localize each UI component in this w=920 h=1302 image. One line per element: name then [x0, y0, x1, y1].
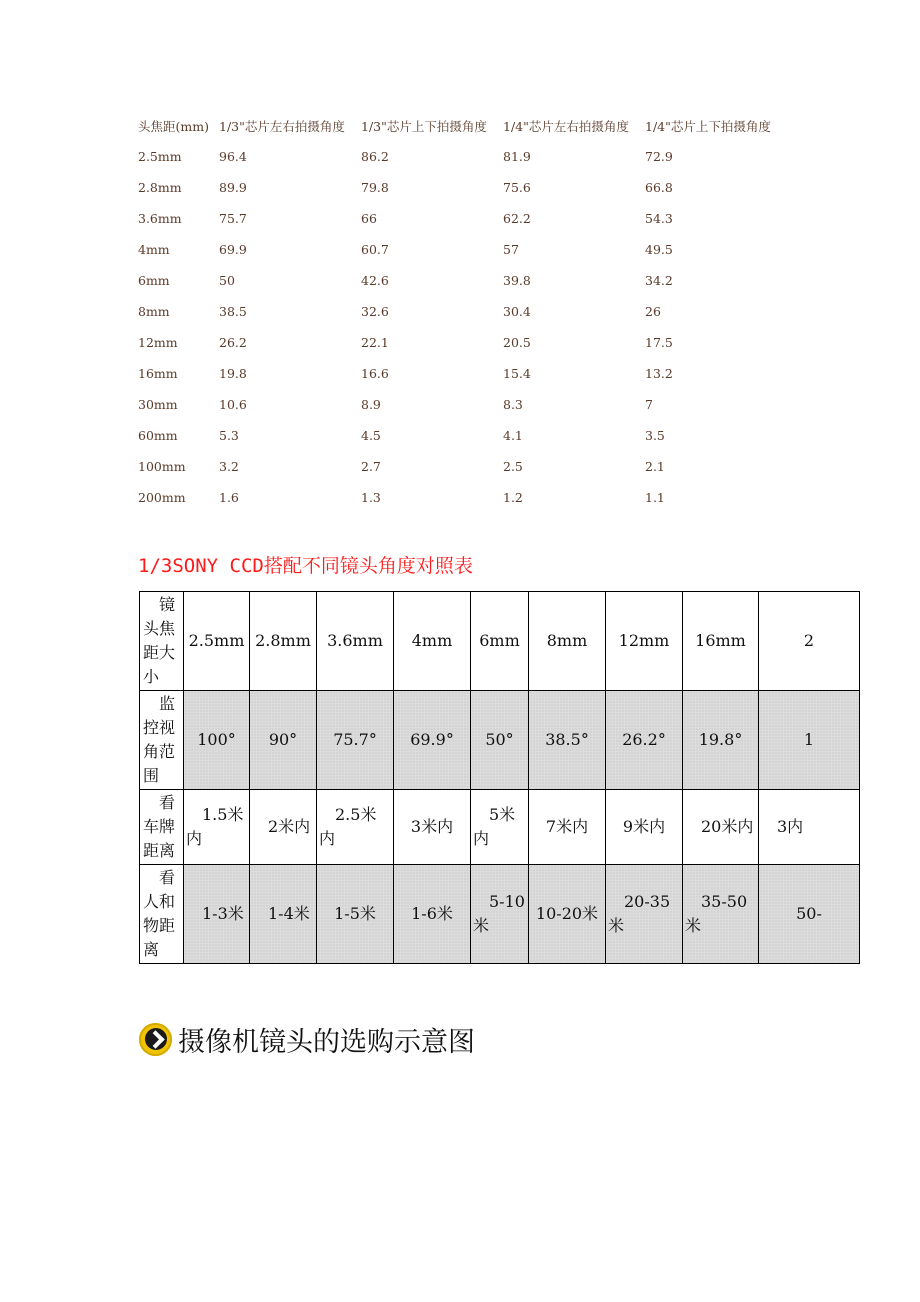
table-cell: 1.5米内	[184, 790, 250, 865]
focal-length-cell: 60mm	[138, 428, 178, 443]
table-cell: 35-50米	[683, 865, 759, 964]
table-cell: 1-6米	[394, 865, 471, 964]
table-cell: 1	[759, 691, 860, 790]
angle-cell: 75.6	[503, 180, 531, 195]
angle-cell: 69.9	[219, 242, 247, 257]
angle-cell: 81.9	[503, 149, 531, 164]
table-cell: 16mm	[683, 592, 759, 691]
angle-cell: 3.5	[645, 428, 665, 443]
table-row	[138, 327, 788, 358]
angle-cell: 15.4	[503, 366, 531, 381]
angle-cell: 86.2	[361, 149, 389, 164]
angle-cell: 2.7	[361, 459, 381, 474]
angle-cell: 54.3	[645, 211, 673, 226]
table-cell: 19.8°	[683, 691, 759, 790]
table-cell: 5-10米	[471, 865, 529, 964]
header-cell: 1/3"芯片上下拍摄角度	[361, 118, 487, 134]
guide-heading	[139, 1020, 475, 1059]
table-row	[138, 203, 788, 234]
angle-cell: 8.3	[503, 397, 523, 412]
table-row	[138, 389, 788, 420]
table-row	[138, 358, 788, 389]
table-row	[140, 691, 860, 790]
angle-cell: 39.8	[503, 273, 531, 288]
table-row	[138, 234, 788, 265]
angle-cell: 2.5	[503, 459, 523, 474]
table-cell: 2.5mm	[184, 592, 250, 691]
table-cell: 2	[759, 592, 860, 691]
header-cell: 头焦距(mm)	[138, 118, 209, 134]
angle-cell: 8.9	[361, 397, 381, 412]
focal-angle-table	[138, 110, 788, 513]
header-cell: 1/4"芯片上下拍摄角度	[645, 118, 771, 134]
sony-lens-table	[139, 591, 822, 968]
table-cell: 3米内	[394, 790, 471, 865]
angle-cell: 75.7	[219, 211, 247, 226]
angle-cell: 7	[645, 397, 653, 412]
angle-cell: 26	[645, 304, 661, 319]
table-header-row	[138, 110, 788, 141]
table-cell: 1-5米	[317, 865, 394, 964]
row-label: 监控视角范围	[140, 691, 184, 790]
table-cell: 7米内	[529, 790, 606, 865]
table-cell: 1-3米	[184, 865, 250, 964]
angle-cell: 22.1	[361, 335, 389, 350]
sony-table-title: 1/3SONY CCD搭配不同镜头角度对照表	[138, 555, 473, 577]
angle-cell: 60.7	[361, 242, 389, 257]
angle-cell: 1.6	[219, 490, 239, 505]
table-cell: 2.8mm	[250, 592, 317, 691]
table-cell: 2.5米内	[317, 790, 394, 865]
angle-cell: 30.4	[503, 304, 531, 319]
angle-cell: 13.2	[645, 366, 673, 381]
angle-cell: 10.6	[219, 397, 247, 412]
focal-length-cell: 8mm	[138, 304, 170, 319]
focal-length-cell: 30mm	[138, 397, 178, 412]
angle-cell: 57	[503, 242, 519, 257]
focal-length-cell: 6mm	[138, 273, 170, 288]
table-row	[138, 141, 788, 172]
angle-cell: 66.8	[645, 180, 673, 195]
table-cell: 50°	[471, 691, 529, 790]
row-label: 看车牌距离	[140, 790, 184, 865]
angle-cell: 42.6	[361, 273, 389, 288]
table-cell: 50-	[759, 865, 860, 964]
angle-cell: 62.2	[503, 211, 531, 226]
angle-cell: 26.2	[219, 335, 247, 350]
chevron-right-circle-icon	[139, 1023, 172, 1056]
table-cell: 5米内	[471, 790, 529, 865]
table-cell: 9米内	[606, 790, 683, 865]
table-cell: 3内	[759, 790, 860, 865]
angle-cell: 2.1	[645, 459, 665, 474]
angle-cell: 79.8	[361, 180, 389, 195]
table-cell: 10-20米	[529, 865, 606, 964]
focal-length-cell: 3.6mm	[138, 211, 182, 226]
angle-cell: 4.5	[361, 428, 381, 443]
table-cell: 20米内	[683, 790, 759, 865]
table-cell: 3.6mm	[317, 592, 394, 691]
focal-length-cell: 16mm	[138, 366, 178, 381]
angle-cell: 38.5	[219, 304, 247, 319]
table-row	[138, 172, 788, 203]
table-cell: 20-35米	[606, 865, 683, 964]
guide-title: 摄像机镜头的选购示意图	[178, 1027, 475, 1058]
table-cell: 12mm	[606, 592, 683, 691]
focal-length-cell: 2.8mm	[138, 180, 182, 195]
table-row	[138, 451, 788, 482]
table-cell: 1-4米	[250, 865, 317, 964]
angle-cell: 72.9	[645, 149, 673, 164]
table-cell: 75.7°	[317, 691, 394, 790]
angle-cell: 19.8	[219, 366, 247, 381]
angle-cell: 50	[219, 273, 235, 288]
table-cell: 4mm	[394, 592, 471, 691]
table-cell: 69.9°	[394, 691, 471, 790]
table-row	[138, 482, 788, 513]
table-row	[140, 592, 860, 691]
table-row	[138, 265, 788, 296]
focal-length-cell: 2.5mm	[138, 149, 182, 164]
header-cell: 1/4"芯片左右拍摄角度	[503, 118, 629, 134]
lens-comparison-table	[139, 591, 860, 964]
table-cell: 100°	[184, 691, 250, 790]
angle-cell: 34.2	[645, 273, 673, 288]
focal-length-cell: 12mm	[138, 335, 178, 350]
angle-cell: 17.5	[645, 335, 673, 350]
table-cell: 38.5°	[529, 691, 606, 790]
angle-cell: 1.1	[645, 490, 665, 505]
angle-cell: 89.9	[219, 180, 247, 195]
angle-cell: 5.3	[219, 428, 239, 443]
table-cell: 8mm	[529, 592, 606, 691]
angle-cell: 1.3	[361, 490, 381, 505]
angle-cell: 4.1	[503, 428, 523, 443]
angle-cell: 32.6	[361, 304, 389, 319]
table-cell: 2米内	[250, 790, 317, 865]
table-row	[138, 296, 788, 327]
row-label: 镜头焦距大小	[140, 592, 184, 691]
angle-cell: 66	[361, 211, 377, 226]
header-cell: 1/3"芯片左右拍摄角度	[219, 118, 345, 134]
focal-length-cell: 100mm	[138, 459, 186, 474]
table-cell: 26.2°	[606, 691, 683, 790]
table-cell: 6mm	[471, 592, 529, 691]
angle-cell: 20.5	[503, 335, 531, 350]
table-row	[140, 790, 860, 865]
table-row	[138, 420, 788, 451]
angle-cell: 16.6	[361, 366, 389, 381]
angle-cell: 1.2	[503, 490, 523, 505]
angle-cell: 96.4	[219, 149, 247, 164]
row-label: 看人和物距离	[140, 865, 184, 964]
angle-cell: 49.5	[645, 242, 673, 257]
focal-length-cell: 4mm	[138, 242, 170, 257]
table-cell: 90°	[250, 691, 317, 790]
table-row	[140, 865, 860, 964]
focal-length-cell: 200mm	[138, 490, 186, 505]
angle-cell: 3.2	[219, 459, 239, 474]
